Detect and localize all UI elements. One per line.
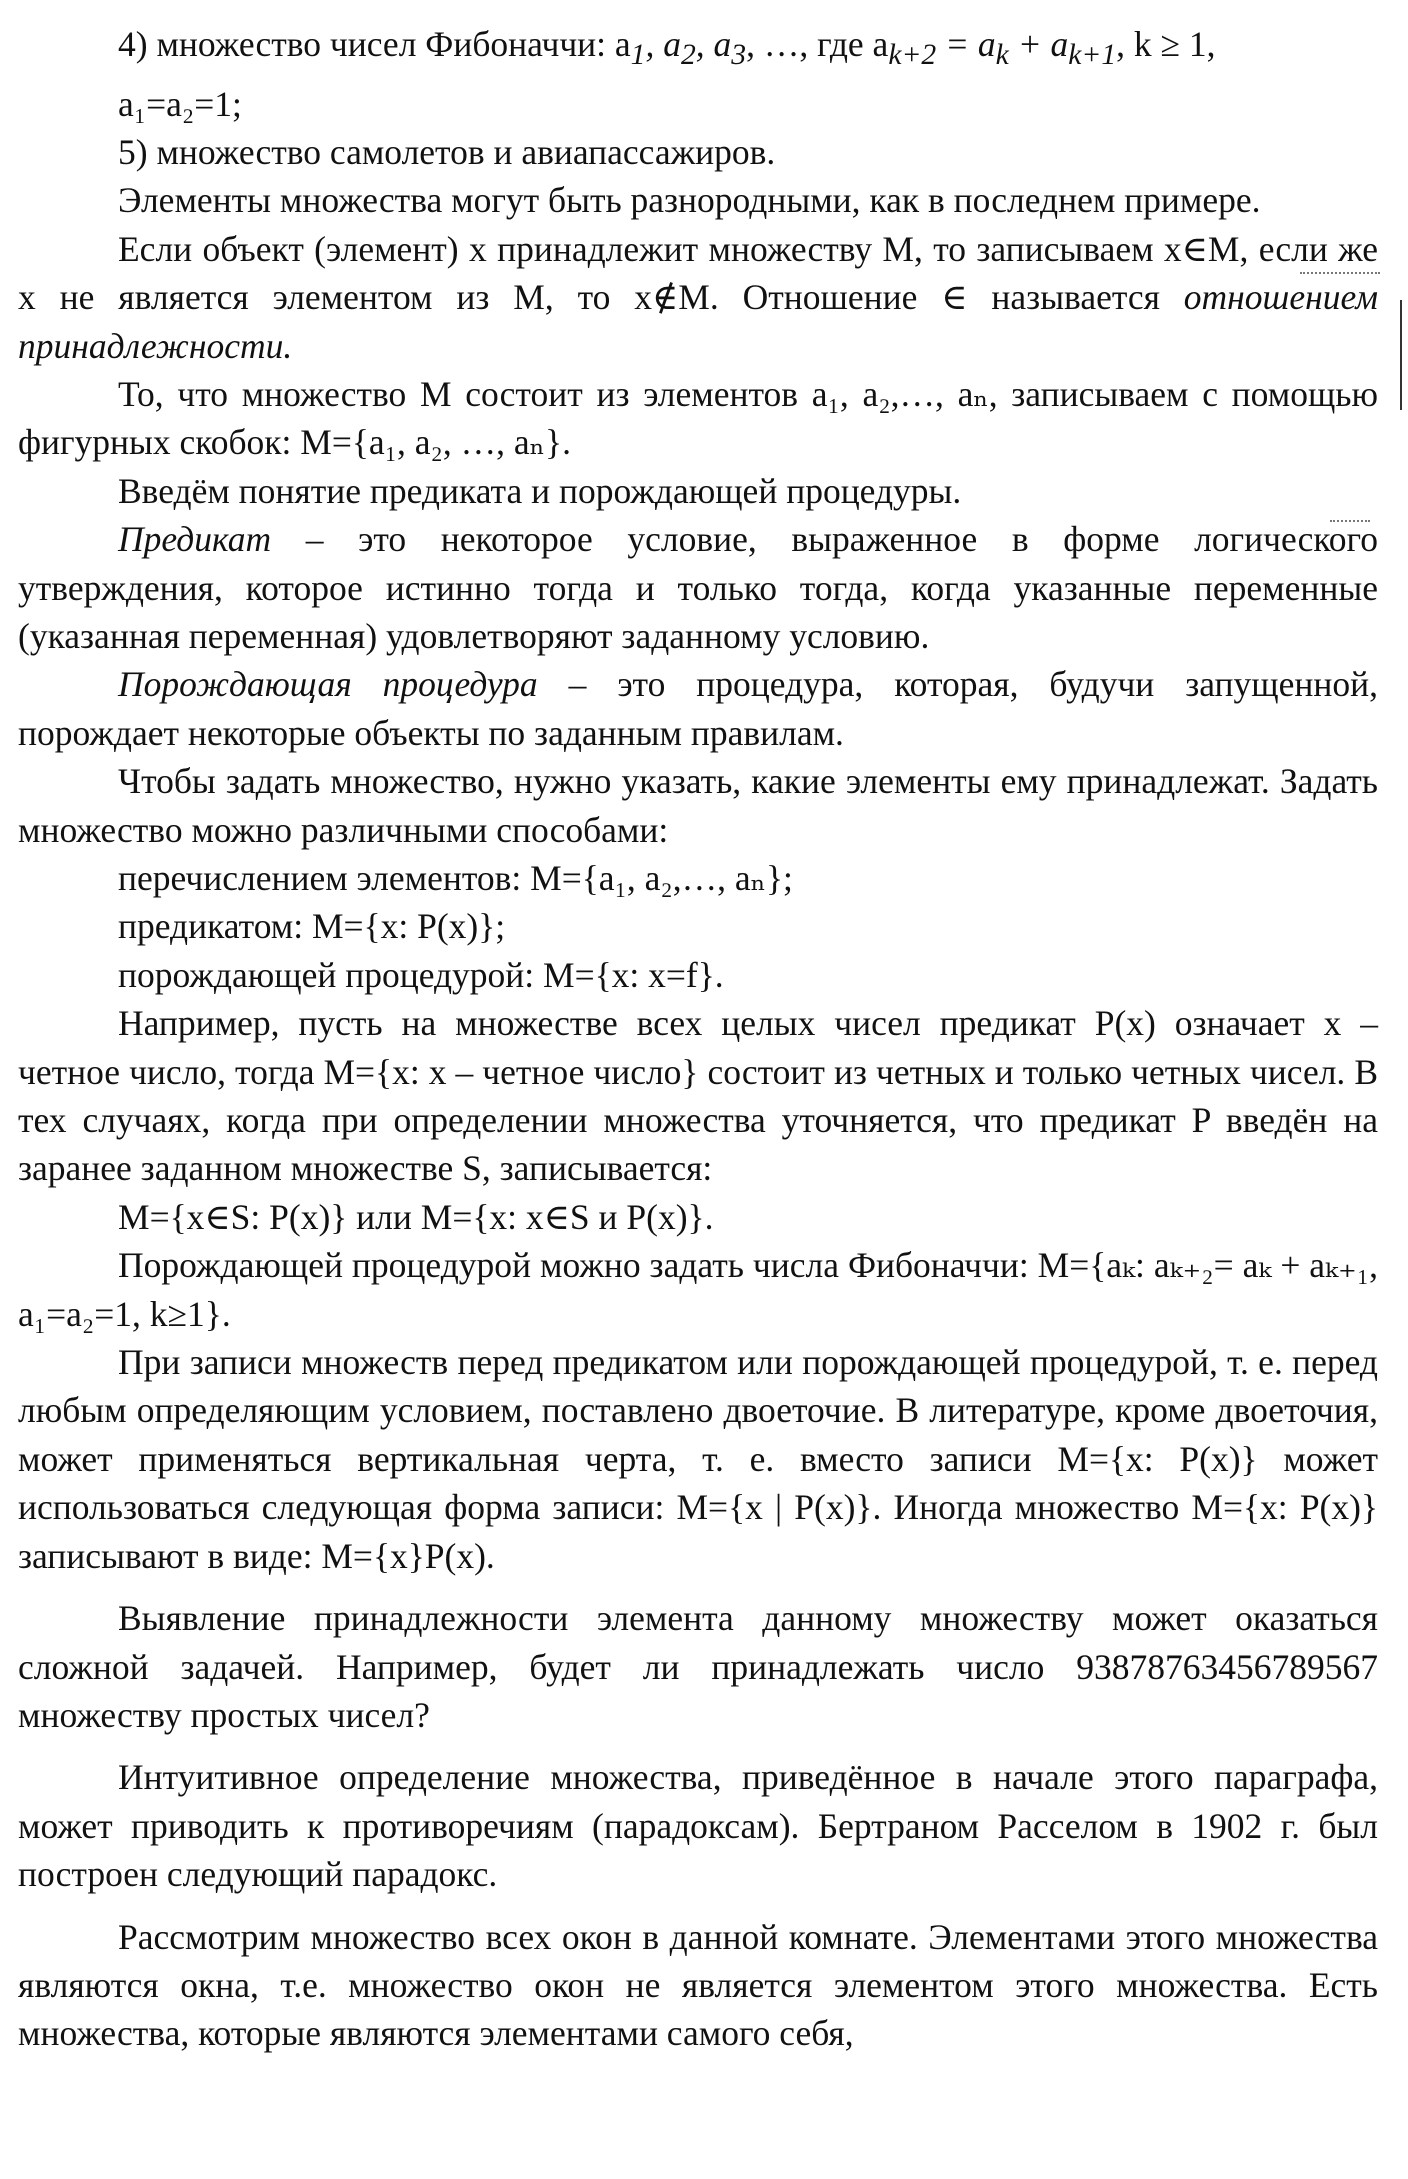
sub: 3 [731,39,747,72]
p2-emphasis: отношением принадлежности. [18,277,1378,366]
term-predicate: Предикат [118,519,272,560]
term-procedure: Порождающая процедура [118,664,538,705]
p2-text: Если объект (элемент) x принадлежит множеству M, то записываем x∈M, если же x не является элементом из M, то x∉M. Отношение ∈ называется [18,228,1378,318]
paragraph-9: Порождающей процедурой можно задать числа Фибоначчи: M={aₖ: aₖ₊₂= aₖ + aₖ₊₁, a₁=a₂=1, k≥1}. [18,1245,1378,1334]
paragraph-8: Например, пусть на множестве всех целых чисел предикат P(x) означает x – четное число, тогда M={x: x – четное число} состоит из четных и только четных чисел. В тех случаях, когда при определении множества уточняется, что предикат P введён на заранее заданном множестве S, записывается: [18,1003,1378,1189]
formula-predicate-set: M={x∈S: P(x)} или M={x: x∈S и P(x)}. [118,1196,714,1237]
paragraph-10: При записи множеств перед предикатом или порождающей процедурой, т. е. перед любым определяющим условием, поставлено двоеточие. В литературе, кроме двоеточия, может применяться вертикальная черта, т. е. вместо записи M={x: P(x)} может использоваться следующая форма записи: M={x | P(x)}. Иногда множество M={x: P(x)} записывают в виде: M={x}P(x). [18,1342,1378,1576]
tail: , …, где a [746,24,889,64]
sub: k+1 [1068,39,1117,72]
paragraph-4: Введём понятие предиката и порождающей процедуры. [118,470,962,511]
paragraph-11: Выявление принадлежности элемента данному множеству может оказаться сложной задачей. Например, будет ли принадлежать число 93878763456789567 множеству простых чисел? [18,1598,1378,1735]
paragraph-2 [18,225,1378,370]
margin-bracket [1400,300,1402,410]
method-procedure: порождающей процедурой: M={x: x=f}. [118,954,724,995]
scan-mark [1300,272,1380,274]
eq: = a [936,24,996,64]
sub: k+2 [888,39,937,72]
sub: 2 [680,39,696,72]
sep: , a [695,24,732,64]
paragraph-6 [18,660,1378,757]
method-predicate: предикатом: M={x: P(x)}; [118,906,506,947]
method-enumeration: перечислением элементов: M={a₁, a₂,…, aₙ}; [118,858,793,898]
sub: k [995,39,1009,72]
sub: 1 [630,39,646,72]
plus: + a [1008,24,1069,64]
paragraph-1: Элементы множества могут быть разнородными, как в последнем примере. [118,180,1261,221]
p6-text: – это процедура, которая, будучи запущенной, порождает некоторые объекты по заданным правилам. [18,664,1379,753]
list-item-fibonacci [18,20,1378,80]
list-item-planes: 5) множество самолетов и авиапассажиров. [118,131,776,172]
end: , k ≥ 1, [1116,24,1216,64]
paragraph-12: Интуитивное определение множества, приведённое в начале этого параграфа, может приводить к противоречиям (парадоксам). Бертраном Расселом в 1902 г. был построен следующий парадокс. [18,1757,1378,1895]
scan-mark [1330,520,1370,522]
p5-text: – это некоторое условие, выраженное в форме логического утверждения, которое истинно тогда и только тогда, когда указанные переменные (указанная переменная) удовлетворяют заданному условию. [18,519,1378,656]
document-page [18,20,1378,2058]
list-item-fibonacci-cont: a₁=a₂=1; [118,83,242,124]
paragraph-5 [18,515,1378,660]
item4-text: 4) множество чисел Фибоначчи: a [118,24,631,64]
paragraph-3: То, что множество M состоит из элементов a₁, a₂,…, aₙ, записываем с помощью фигурных скобок: M={a₁, a₂, …, aₙ}. [18,373,1378,463]
paragraph-13: Рассмотрим множество всех окон в данной комнате. Элементами этого множества являются окна, т.е. множество окон не является элементом этого множества. Есть множества, которые являются элементами самого себя, [18,1916,1378,2054]
sep: , a [645,24,681,64]
paragraph-7: Чтобы задать множество, нужно указать, какие элементы ему принадлежат. Задать множество можно различными способами: [18,761,1378,850]
